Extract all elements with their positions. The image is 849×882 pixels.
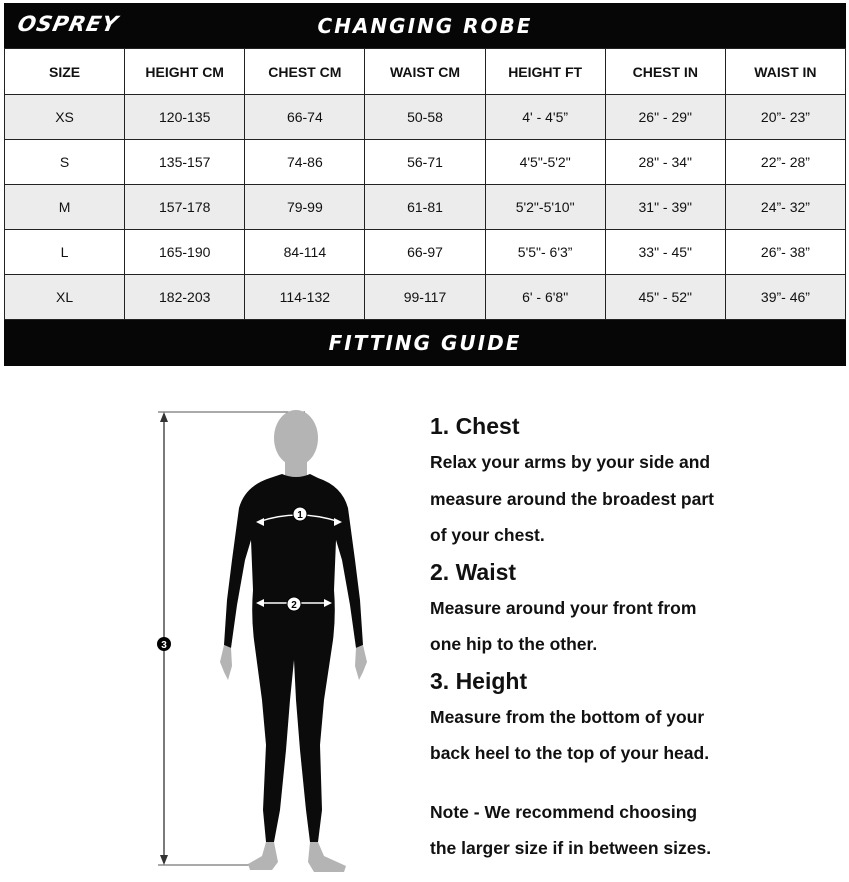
section-line: of your chest.: [430, 525, 545, 545]
section-heading: 2. Waist: [430, 558, 517, 585]
table-row: [5, 275, 846, 320]
fitting-guide-banner: [4, 320, 846, 366]
column-header: CHEST IN: [605, 49, 725, 95]
table-cell: 26" - 29": [605, 95, 725, 140]
table-cell: 79-99: [245, 185, 365, 230]
table-cell: 66-74: [245, 95, 365, 140]
right-hand: [355, 645, 367, 680]
section-line: Measure from the bottom of your: [430, 706, 705, 727]
table-cell: 20”- 23”: [725, 95, 845, 140]
fitting-guide-title: FITTING GUIDE: [328, 331, 522, 355]
table-cell: 28" - 34": [605, 140, 725, 185]
column-header: HEIGHT CM: [125, 49, 245, 95]
table-cell: 26”- 38”: [725, 230, 845, 275]
right-foot: [308, 842, 346, 872]
table-cell: 4' - 4'5”: [485, 95, 605, 140]
section-height: [430, 663, 840, 772]
column-header: HEIGHT FT: [485, 49, 605, 95]
fitting-guide-text: [430, 408, 840, 867]
table-cell: XS: [5, 95, 125, 140]
section-line: measure around the broadest part: [430, 488, 714, 509]
table-cell: 157-178: [125, 185, 245, 230]
marker-height: [157, 637, 171, 651]
table-header-row: [5, 49, 846, 95]
column-header: WAIST IN: [725, 49, 845, 95]
section-chest: [430, 408, 840, 554]
table-cell: M: [5, 185, 125, 230]
column-header: SIZE: [5, 49, 125, 95]
header-banner: [4, 3, 846, 48]
wetsuit-figure-illustration: [150, 400, 390, 877]
section-line: Measure around your front from: [430, 597, 697, 618]
table-cell: 66-97: [365, 230, 485, 275]
body-figure: [150, 400, 390, 877]
table-cell: 182-203: [125, 275, 245, 320]
note-line: the larger size if in between sizes.: [430, 838, 712, 858]
table-cell: S: [5, 140, 125, 185]
section-line: one hip to the other.: [430, 634, 598, 654]
column-header: WAIST CM: [365, 49, 485, 95]
table-row: [5, 185, 846, 230]
section-line: Relax your arms by your side and: [430, 452, 711, 472]
brand-logo: OSPREY: [15, 12, 121, 36]
table-cell: 24”- 32”: [725, 185, 845, 230]
table-row: [5, 230, 846, 275]
table-cell: 114-132: [245, 275, 365, 320]
table-cell: 74-86: [245, 140, 365, 185]
size-chart-table: [4, 48, 846, 320]
table-cell: 31" - 39": [605, 185, 725, 230]
table-cell: 120-135: [125, 95, 245, 140]
table-cell: 99-117: [365, 275, 485, 320]
table-row: [5, 95, 846, 140]
table-row: [5, 140, 846, 185]
marker-label-3: 3: [161, 640, 167, 651]
table-cell: 50-58: [365, 95, 485, 140]
marker-label-1: 1: [297, 510, 303, 521]
table-cell: 4'5"-5'2": [485, 140, 605, 185]
wetsuit-body: [224, 474, 363, 842]
table-cell: 84-114: [245, 230, 365, 275]
table-cell: 165-190: [125, 230, 245, 275]
note-line: Note - We recommend choosing: [430, 801, 698, 822]
table-cell: 33" - 45": [605, 230, 725, 275]
table-cell: 39”- 46”: [725, 275, 845, 320]
note-block: [430, 794, 840, 867]
section-heading: 1. Chest: [430, 413, 520, 439]
table-cell: 5'2"-5'10": [485, 185, 605, 230]
table-cell: 56-71: [365, 140, 485, 185]
neck-shape: [285, 458, 307, 478]
left-hand: [220, 645, 232, 680]
column-header: CHEST CM: [245, 49, 365, 95]
marker-chest: [293, 507, 307, 521]
table-cell: 22”- 28”: [725, 140, 845, 185]
table-cell: 135-157: [125, 140, 245, 185]
table-cell: L: [5, 230, 125, 275]
section-line: back heel to the top of your head.: [430, 743, 710, 763]
marker-label-2: 2: [291, 600, 297, 611]
table-cell: XL: [5, 275, 125, 320]
head-shape: [274, 410, 318, 466]
section-waist: [430, 554, 840, 663]
section-heading: 3. Height: [430, 667, 528, 694]
table-cell: 6' - 6'8": [485, 275, 605, 320]
marker-waist: [287, 597, 301, 611]
left-foot: [248, 842, 278, 870]
table-cell: 45" - 52": [605, 275, 725, 320]
table-cell: 61-81: [365, 185, 485, 230]
page-title: CHANGING ROBE: [317, 13, 533, 38]
table-cell: 5'5"- 6'3”: [485, 230, 605, 275]
